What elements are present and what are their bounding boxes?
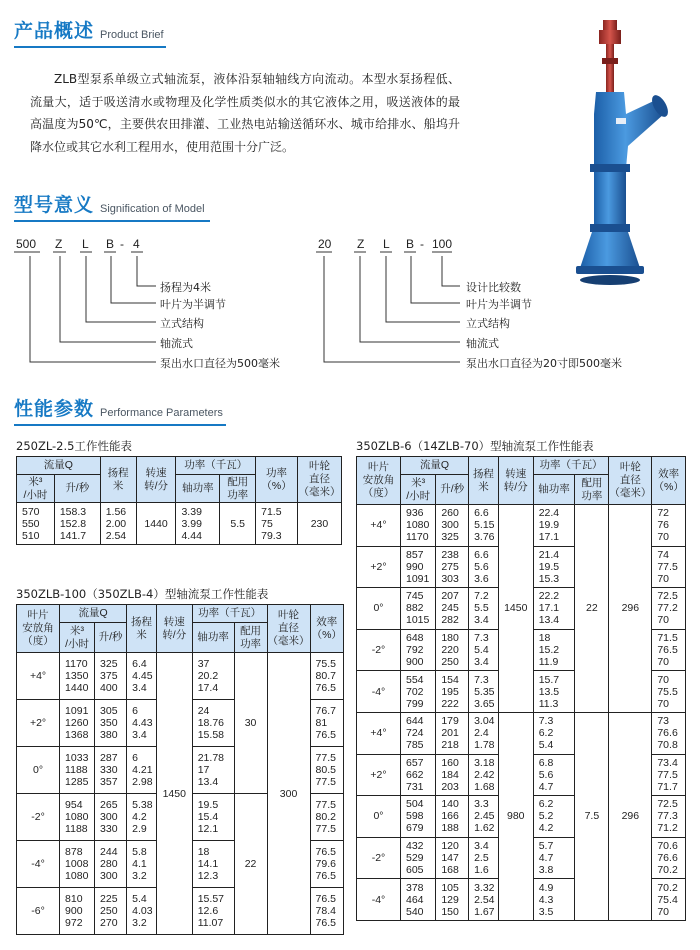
col-header: 米³ /小时 bbox=[60, 623, 95, 653]
cell: 72.5 77.3 71.2 bbox=[652, 796, 686, 838]
cell: 980 bbox=[498, 712, 533, 920]
cell: 1170 1350 1440 bbox=[60, 653, 95, 700]
cell: 70.6 76.6 70.2 bbox=[652, 837, 686, 879]
col-header: 扬程 米 bbox=[100, 457, 136, 503]
model-label: 设计比较数 bbox=[466, 281, 521, 294]
cell: 810 900 972 bbox=[60, 888, 95, 935]
cell: 15.7 13.5 11.3 bbox=[533, 671, 575, 713]
cell: 4.9 4.3 3.5 bbox=[533, 879, 575, 921]
cell: 3.32 2.54 1.67 bbox=[469, 879, 499, 921]
col-header: 流量Q bbox=[401, 457, 469, 475]
cell: 15.57 12.6 11.07 bbox=[192, 888, 234, 935]
model-code-part: 500 bbox=[16, 237, 37, 251]
cell: -4° bbox=[17, 841, 60, 888]
cell: 238 275 303 bbox=[436, 546, 469, 588]
cell: 3.3 2.45 1.62 bbox=[469, 796, 499, 838]
col-header: 功率（千瓦） bbox=[533, 457, 609, 475]
cell: +2° bbox=[357, 546, 401, 588]
col-header: 转速 转/分 bbox=[498, 457, 533, 505]
col-header: 叶轮 直径 （毫米） bbox=[297, 457, 341, 503]
cell: 77.5 80.2 77.5 bbox=[310, 794, 343, 841]
cell: 5.38 4.2 2.9 bbox=[127, 794, 157, 841]
col-header: 效率 （%） bbox=[652, 457, 686, 505]
col-header: 转速 转/分 bbox=[156, 605, 192, 653]
cell: 22 bbox=[234, 794, 267, 935]
cell: 7.3 5.35 3.65 bbox=[469, 671, 499, 713]
cell: 878 1008 1080 bbox=[60, 841, 95, 888]
cell: 74 77.5 70 bbox=[652, 546, 686, 588]
col-header: 米³ /小时 bbox=[17, 475, 55, 503]
cell: 140 166 188 bbox=[436, 796, 469, 838]
cell: 3.4 2.5 1.6 bbox=[469, 837, 499, 879]
cell: 180 220 250 bbox=[436, 629, 469, 671]
col-header: 配用 功率 bbox=[220, 475, 256, 503]
model-code-part: B bbox=[106, 237, 115, 251]
cell: 570 550 510 bbox=[17, 503, 55, 545]
cell: 76.5 78.4 76.5 bbox=[310, 888, 343, 935]
col-header: 功率（千瓦） bbox=[192, 605, 267, 623]
cell: -4° bbox=[357, 671, 401, 713]
col-header: 扬程 米 bbox=[469, 457, 499, 505]
cell: 936 1080 1170 bbox=[401, 505, 436, 547]
cell: 296 bbox=[609, 712, 652, 920]
col-header: 升/秒 bbox=[436, 475, 469, 505]
cell: 644 724 785 bbox=[401, 712, 436, 754]
col-header: 流量Q bbox=[60, 605, 127, 623]
col-header: 配用 功率 bbox=[234, 623, 267, 653]
model-connector-lines bbox=[0, 0, 170, 380]
cell: +4° bbox=[357, 505, 401, 547]
cell: 6.8 5.6 4.7 bbox=[533, 754, 575, 796]
cell: 1.56 2.00 2.54 bbox=[100, 503, 136, 545]
cell: 1091 1260 1368 bbox=[60, 700, 95, 747]
cell: 73.4 77.5 71.7 bbox=[652, 754, 686, 796]
model-label: 立式结构 bbox=[160, 317, 204, 330]
model-label: 立式结构 bbox=[466, 317, 510, 330]
cell: 287 330 357 bbox=[95, 747, 127, 794]
section-subtitle: Product Brief bbox=[100, 29, 164, 41]
cell: 158.3 152.8 141.7 bbox=[54, 503, 100, 545]
cell: 5.7 4.7 3.8 bbox=[533, 837, 575, 879]
cell: 21.78 17 13.4 bbox=[192, 747, 234, 794]
cell: 5.8 4.1 3.2 bbox=[127, 841, 157, 888]
cell: 1033 1188 1285 bbox=[60, 747, 95, 794]
cell: 6 4.43 3.4 bbox=[127, 700, 157, 747]
model-label: 泵出水口直径为500毫米 bbox=[160, 357, 280, 370]
col-header: 效率 （%） bbox=[310, 605, 343, 653]
col-header: 扬程 米 bbox=[127, 605, 157, 653]
cell: 71.5 75 79.3 bbox=[256, 503, 298, 545]
cell: 857 990 1091 bbox=[401, 546, 436, 588]
table-caption: 250ZL-2.5工作性能表 bbox=[16, 439, 132, 453]
cell: 7.5 bbox=[575, 712, 609, 920]
cell: 105 129 150 bbox=[436, 879, 469, 921]
col-header: 叶片 安放角 （度） bbox=[357, 457, 401, 505]
table-caption: 350ZLB-100（350ZLB-4）型轴流泵工作性能表 bbox=[16, 587, 269, 601]
cell: 207 245 282 bbox=[436, 588, 469, 630]
cell: 3.39 3.99 4.44 bbox=[176, 503, 220, 545]
model-label: 叶片为半调节 bbox=[160, 298, 226, 311]
col-header: 功率（千瓦） bbox=[176, 457, 256, 475]
cell: 5.5 bbox=[220, 503, 256, 545]
cell: -2° bbox=[357, 837, 401, 879]
cell: 1450 bbox=[498, 505, 533, 713]
section-title: 性能参数 bbox=[14, 398, 95, 420]
cell: 378 464 540 bbox=[401, 879, 436, 921]
cell: 657 662 731 bbox=[401, 754, 436, 796]
cell: 648 792 900 bbox=[401, 629, 436, 671]
cell: 154 195 222 bbox=[436, 671, 469, 713]
cell: 745 882 1015 bbox=[401, 588, 436, 630]
cell: +2° bbox=[357, 754, 401, 796]
section-subtitle: Performance Parameters bbox=[100, 407, 223, 419]
cell: 7.3 5.4 3.4 bbox=[469, 629, 499, 671]
cell: +4° bbox=[357, 712, 401, 754]
col-header: 配用 功率 bbox=[575, 475, 609, 505]
cell: 24 18.76 15.58 bbox=[192, 700, 234, 747]
perf-table-350zlb-100 bbox=[16, 604, 344, 935]
model-code-part: - bbox=[420, 237, 424, 251]
model-label: 轴流式 bbox=[466, 337, 499, 350]
cell: 6 4.21 2.98 bbox=[127, 747, 157, 794]
col-header: 叶轮 直径 （毫米） bbox=[609, 457, 652, 505]
section-title: 型号意义 bbox=[14, 194, 95, 216]
cell: 22 bbox=[575, 505, 609, 713]
model-code-part: 4 bbox=[133, 237, 140, 251]
model-code-part: B bbox=[406, 237, 415, 251]
cell: 1450 bbox=[156, 653, 192, 935]
cell: -4° bbox=[357, 879, 401, 921]
col-header: 功率 （%） bbox=[256, 457, 298, 503]
col-header: 叶片 安放角 （度） bbox=[17, 605, 60, 653]
col-header: 升/秒 bbox=[54, 475, 100, 503]
cell: 22.4 19.9 17.1 bbox=[533, 505, 575, 547]
model-code-part: L bbox=[383, 237, 390, 251]
cell: 7.2 5.5 3.4 bbox=[469, 588, 499, 630]
section-header-perf bbox=[14, 394, 226, 426]
pump-image bbox=[556, 18, 668, 288]
section-title: 产品概述 bbox=[14, 20, 95, 42]
cell: 18 14.1 12.3 bbox=[192, 841, 234, 888]
cell: 75.5 80.7 76.5 bbox=[310, 653, 343, 700]
model-code-part: 100 bbox=[432, 237, 453, 251]
cell: 120 147 168 bbox=[436, 837, 469, 879]
cell: 5.4 4.03 3.2 bbox=[127, 888, 157, 935]
cell: 1440 bbox=[136, 503, 176, 545]
cell: 244 280 300 bbox=[95, 841, 127, 888]
cell: 18 15.2 11.9 bbox=[533, 629, 575, 671]
cell: 73 76.6 70.8 bbox=[652, 712, 686, 754]
col-header: 轴功率 bbox=[192, 623, 234, 653]
cell: 160 184 203 bbox=[436, 754, 469, 796]
cell: +2° bbox=[17, 700, 60, 747]
cell: -2° bbox=[17, 794, 60, 841]
model-code-part: Z bbox=[55, 237, 63, 251]
col-header: 流量Q bbox=[17, 457, 101, 475]
table-caption: 350ZLB-6（14ZLB-70）型轴流泵工作性能表 bbox=[356, 439, 594, 453]
cell: 72.5 77.2 70 bbox=[652, 588, 686, 630]
cell: 71.5 76.5 70 bbox=[652, 629, 686, 671]
cell: 70.2 75.4 70 bbox=[652, 879, 686, 921]
cell: 6.4 4.45 3.4 bbox=[127, 653, 157, 700]
cell: 76.5 79.6 76.5 bbox=[310, 841, 343, 888]
cell: -6° bbox=[17, 888, 60, 935]
cell: 3.18 2.42 1.68 bbox=[469, 754, 499, 796]
section-subtitle: Signification of Model bbox=[100, 203, 205, 215]
model-code-part: - bbox=[120, 237, 124, 251]
table-row bbox=[17, 653, 344, 700]
model-label: 轴流式 bbox=[160, 337, 193, 350]
model-code-part: L bbox=[82, 237, 89, 251]
model-code-part: Z bbox=[357, 237, 365, 251]
cell: 19.5 15.4 12.1 bbox=[192, 794, 234, 841]
col-header: 转速 转/分 bbox=[136, 457, 176, 503]
cell: 260 300 325 bbox=[436, 505, 469, 547]
section-underline bbox=[14, 424, 226, 426]
cell: 954 1080 1188 bbox=[60, 794, 95, 841]
model-code-part: 20 bbox=[318, 237, 332, 251]
col-header: 轴功率 bbox=[533, 475, 575, 505]
cell: -2° bbox=[357, 629, 401, 671]
cell: 70 75.5 70 bbox=[652, 671, 686, 713]
model-label: 叶片为半调节 bbox=[466, 298, 532, 311]
cell: 0° bbox=[357, 588, 401, 630]
cell: 504 598 679 bbox=[401, 796, 436, 838]
cell: 0° bbox=[357, 796, 401, 838]
cell: 22.2 17.1 13.4 bbox=[533, 588, 575, 630]
cell: 6.2 5.2 4.2 bbox=[533, 796, 575, 838]
cell: 6.6 5.15 3.76 bbox=[469, 505, 499, 547]
cell: 179 201 218 bbox=[436, 712, 469, 754]
table-row bbox=[357, 505, 686, 547]
model-label: 泵出水口直径为20寸即500毫米 bbox=[466, 357, 622, 370]
cell: 6.6 5.6 3.6 bbox=[469, 546, 499, 588]
perf-table-350zlb-6 bbox=[356, 456, 686, 921]
cell: 325 375 400 bbox=[95, 653, 127, 700]
cell: 3.04 2.4 1.78 bbox=[469, 712, 499, 754]
col-header: 轴功率 bbox=[176, 475, 220, 503]
cell: 225 250 270 bbox=[95, 888, 127, 935]
cell: 432 529 605 bbox=[401, 837, 436, 879]
table-row bbox=[357, 712, 686, 754]
cell: 76.7 81 76.5 bbox=[310, 700, 343, 747]
model-label: 扬程为4米 bbox=[160, 281, 211, 294]
cell: 37 20.2 17.4 bbox=[192, 653, 234, 700]
cell: 265 300 330 bbox=[95, 794, 127, 841]
cell: 21.4 19.5 15.3 bbox=[533, 546, 575, 588]
model-connector-lines bbox=[300, 0, 470, 380]
cell: 300 bbox=[267, 653, 310, 935]
cell: 296 bbox=[609, 505, 652, 713]
col-header: 米³ /小时 bbox=[401, 475, 436, 505]
cell: 0° bbox=[17, 747, 60, 794]
cell: 7.3 6.2 5.4 bbox=[533, 712, 575, 754]
cell: +4° bbox=[17, 653, 60, 700]
cell: 72 76 70 bbox=[652, 505, 686, 547]
cell: 230 bbox=[297, 503, 341, 545]
cell: 30 bbox=[234, 653, 267, 794]
cell: 554 702 799 bbox=[401, 671, 436, 713]
cell: 77.5 80.5 77.5 bbox=[310, 747, 343, 794]
cell: 305 350 380 bbox=[95, 700, 127, 747]
intro-paragraph: ZLB型泵系单级立式轴流泵，液体沿泵轴轴线方向流动。本型水泵扬程低、流量大，适于吸送清水或物理及化学性质类似水的其它液体之用，吸送液体的最高温度为50℃，主要供农田排灌、工业热电站输送循环水、城市给排水、船坞升降水位或其它水利工程用水，使用范围十分广泛。 bbox=[30, 72, 460, 154]
perf-table-250zl bbox=[16, 456, 342, 545]
col-header: 升/秒 bbox=[95, 623, 127, 653]
col-header: 叶轮 直径 （毫米） bbox=[267, 605, 310, 653]
